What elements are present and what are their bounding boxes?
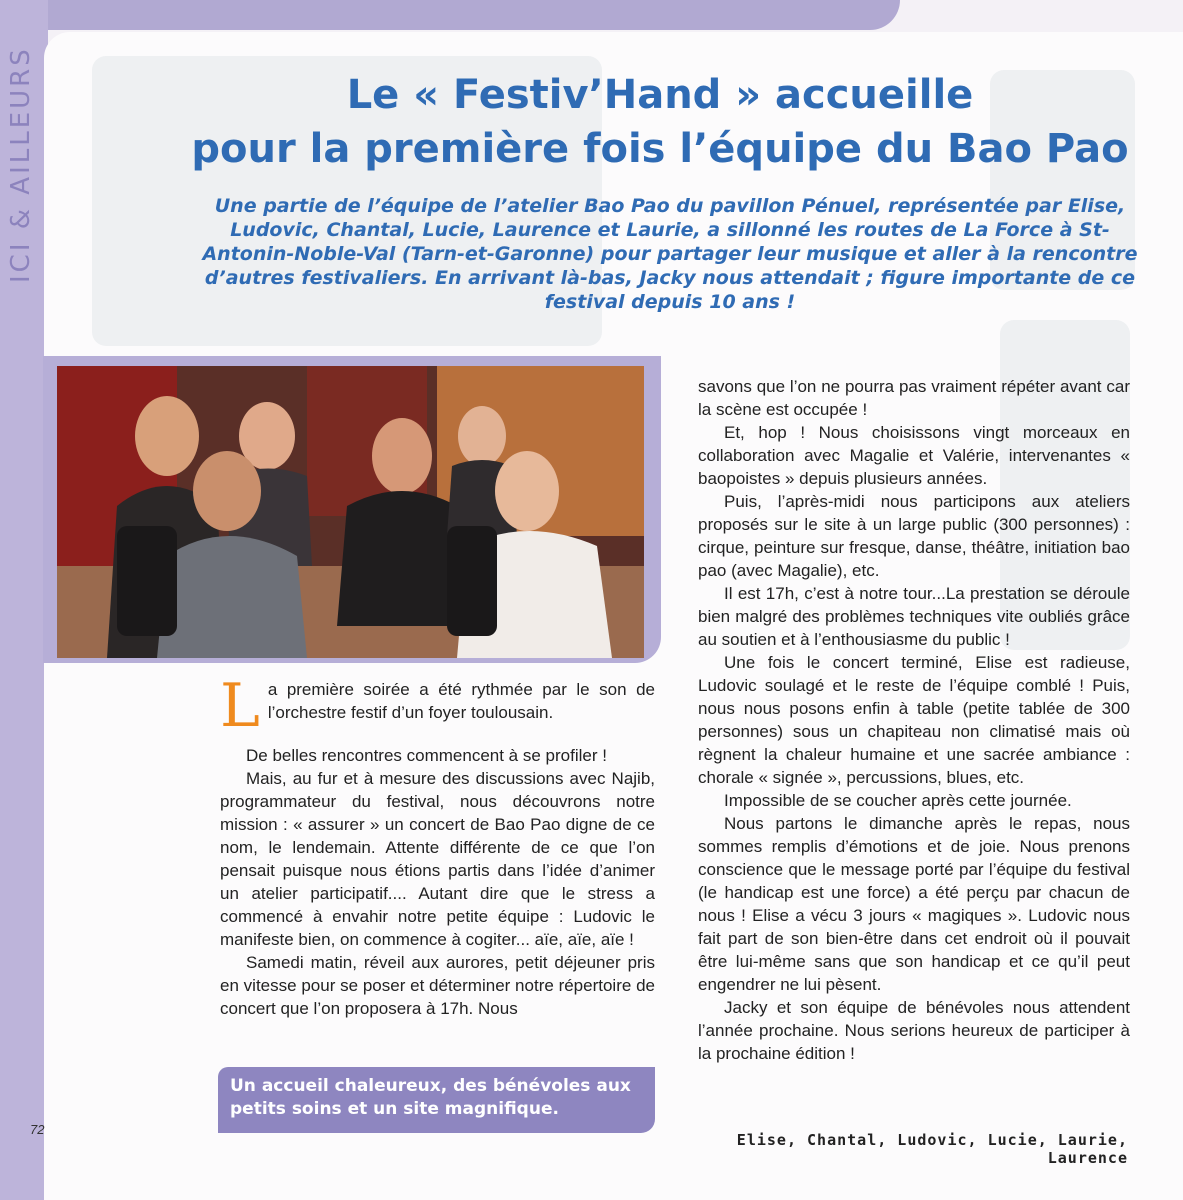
paragraph: Jacky et son équipe de bénévoles nous attendent l’année prochaine. Nous serions heureux de participer à la prochaine édition ! (698, 998, 1130, 1063)
title-line-2: pour la première fois l’équipe du Bao Pao (191, 126, 1129, 172)
article-title (150, 68, 1170, 176)
first-paragraph (220, 671, 655, 741)
pull-quote-callout: Un accueil chaleureux, des bénévoles aux petits soins et un site magnifique. (218, 1067, 655, 1133)
top-decorative-band (0, 0, 900, 30)
lead-paragraph: Une partie de l’équipe de l’atelier Bao Pao du pavillon Pénuel, représentée par Elise, Ludovic, Chantal, Lucie, Laurence et Laurie, a sillonné les routes de La Force à St-Antonin-Noble-Val (Tarn-et-Garonne) pour partager leur musique et aller à la rencontre d’autres festivaliers. En arrivant là-bas, Jacky nous attendait ; figure importante de ce festival depuis 10 ans ! (202, 195, 1138, 313)
paragraph: De belles rencontres commencent à se profiler ! (246, 746, 607, 765)
paragraph: Une fois le concert terminé, Elise est radieuse, Ludovic soulagé et le reste de l’équipe comblé ! Puis, nous nous posons enfin à table (petite tablée de 300 personnes) sous un chapiteau non climatisé mais où règnent la chaleur humaine et une sacrée ambiance : chorale « signée », percussions, blues, etc. (698, 653, 1130, 787)
authors-signature: Elise, Chantal, Ludovic, Lucie, Laurie, Laurence (736, 1131, 1128, 1167)
paragraph: Impossible de se coucher après cette journée. (724, 791, 1072, 810)
paragraph: Mais, au fur et à mesure des discussions avec Najib, programmateur du festival, nous découvrons notre mission : « assurer » un concert de Bao Pao digne de ce nom, le lendemain. Attente différente de ce que l’on pensait puisque nous étions partis dans l’idée d’animer un atelier participatif.... Autant dire que le stress a commencé à envahir notre petite équipe : Ludovic le manifeste bien, on commence à cogiter... aïe, aïe, aïe ! (220, 769, 655, 949)
title-line-1: Le « Festiv’Hand » accueille (346, 72, 974, 118)
paragraph: Nous partons le dimanche après le repas, nous sommes remplis d’émotions et de joie. Nous prenons conscience que le message porté par l’équipe du festival (le handicap est une force) a été perçu par chacun de nous ! Elise a vécu 3 jours « magiques ». Ludovic nous fait part de son bien-être dans cet endroit où il pouvait être lui-même sans que son handicap et ce qu’il peut engendrer ne lui pèsent. (698, 814, 1130, 994)
section-label: ICI & AILLEURS (6, 46, 36, 284)
group-photo (57, 366, 644, 658)
left-column (220, 671, 655, 1020)
paragraph: savons que l’on ne pourra pas vraiment répéter avant car la scène est occupée ! (698, 377, 1130, 419)
paragraph: Et, hop ! Nous choisissons vingt morceaux en collaboration avec Magalie et Valérie, intervenantes « baopoistes » depuis plusieurs années. (698, 423, 1130, 488)
paragraph-text: a première soirée a été rythmée par le son de l’orchestre festif d’un foyer toulousain. (267, 680, 655, 722)
page-number: 72 (30, 1122, 45, 1137)
drop-cap: L (220, 671, 260, 741)
group-photo-illustration (57, 366, 644, 658)
paragraph: Il est 17h, c’est à notre tour...La prestation se déroule bien malgré des problèmes techniques vite oubliés grâce au soutien et à l’enthousiasme du public ! (698, 584, 1130, 649)
right-column (698, 375, 1130, 1065)
paragraph: Samedi matin, réveil aux aurores, petit déjeuner pris en vitesse pour se poser et déterminer notre répertoire de concert que l’on proposera à 17h. Nous (220, 953, 655, 1018)
paragraph: Puis, l’après-midi nous participons aux ateliers proposés sur le site à un large public (300 personnes) : cirque, peinture sur fresque, danse, théâtre, initiation bao pao (avec Magalie), etc. (698, 492, 1130, 580)
